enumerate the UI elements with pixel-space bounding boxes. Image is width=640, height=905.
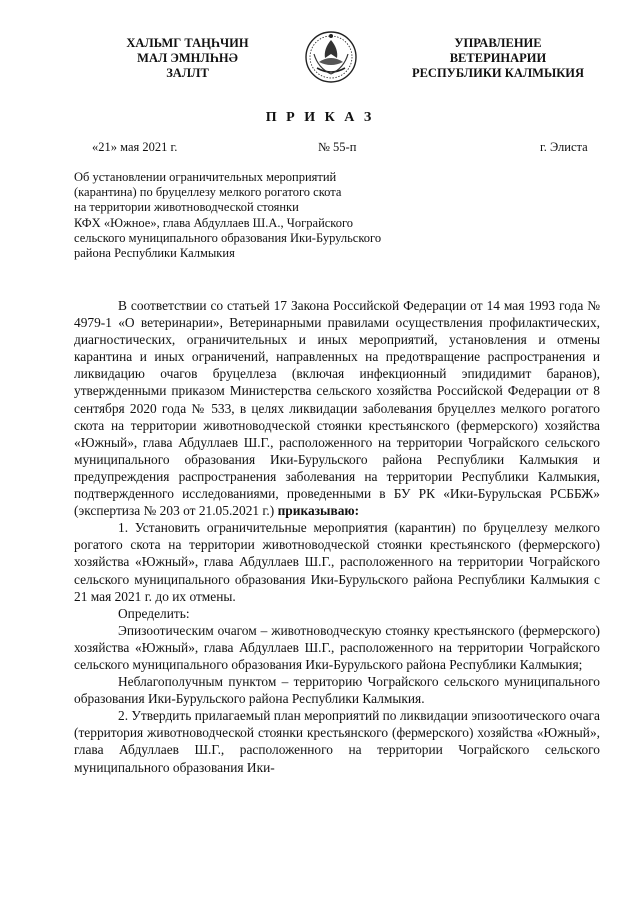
header-agency-name — [398, 36, 598, 81]
header-right-line: УПРАВЛЕНИЕ — [454, 36, 542, 50]
document-title: П Р И К А З — [265, 110, 375, 125]
focus-paragraph: Эпизоотическим очагом – животноводческую стоянку крестьянского (фермерского) хозяйства «Южный», глава Абдуллаев Ш.Г., расположенного на территории Чограйского сельского муниципального образования Ики-Бурульского района Республики Калмыкия; — [74, 622, 600, 672]
header-left-line: ХАЛЬМГ ТАҢҺЧИН — [126, 36, 249, 50]
header-left-line: МАЛ ЭМНЛҺНӘ — [137, 51, 238, 65]
header-right-line: ВЕТЕРИНАРИИ — [449, 51, 547, 65]
preamble-paragraph — [74, 297, 600, 519]
subject-line: Об установлении ограничительных мероприятий — [74, 170, 337, 184]
order-number: № 55-п — [318, 140, 357, 154]
header-kalmyk-name — [105, 36, 270, 81]
subject-line: района Республики Калмыкия — [74, 246, 235, 261]
subject-line: КФХ «Южное», глава Абдуллаев Ш.А., Чограйского — [74, 215, 354, 230]
header-right-line: РЕСПУБЛИКИ КАЛМЫКИЯ — [411, 66, 585, 80]
item-1-paragraph: 1. Установить ограничительные мероприятия (карантин) по бруцеллезу мелкого рогатого скота на территории животноводческой стоянки крестьянского (фермерского) хозяйства «Южный», глава Абдуллаев Ш.Г., расположенного на территории Чограйского сельского муниципального образования Ики-Бурульского района Республики Калмыкия с 21 мая 2021 г. до их отмены. — [74, 520, 600, 604]
subject-line: (карантина) по бруцеллезу мелкого рогатого скота — [74, 185, 342, 200]
order-subject — [74, 170, 494, 261]
subject-line: на территории животноводческой стоянки — [74, 200, 299, 215]
order-word: приказываю: — [277, 503, 360, 519]
unfavorable-paragraph: Неблагополучным пунктом – территорию Чограйского сельского муниципального образования Ики-Бурульского района Республики Калмыкия. — [74, 674, 600, 707]
preamble-text: В соответствии со статьей 17 Закона Российской Федерации от 14 мая 1993 года № 4979-1 «О ветеринарии», Ветеринарными правилами осуществления профилактических, диагностических, ограничительных и иных мероприятий, установления и отмены карантина и иных ограничений, направленных на предотвращение распространения и ликвидацию очагов бруцеллеза (включая инфекционный эпидидимит баранов), утвержденными приказом Министерства сельского хозяйства Российской Федерации от 8 сентября 2020 года № 533, в целях ликвидации заболевания бруцеллез мелкого рогатого скота на территории животноводческой стоянки крестьянского (фермерского) хозяйства «Южный», глава Абдуллаев Ш.Г., расположенного на территории Чограйского сельского муниципального образования Ики-Бурульского района Республики Калмыкия и предупреждения распространения заболевания на территории Республики Калмыкия, подтвержденного исследованиями, проведенными в БУ РК «Ики-Бурульская РСББЖ» (экспертиза № 203 от 21.05.2021 г.) — [74, 298, 600, 519]
item-2-paragraph: 2. Утвердить прилагаемый план мероприятий по ликвидации эпизоотического очага (территория животноводческой стоянки крестьянского (фермерского) хозяйства «Южный», глава Абдуллаев Ш.Г., расположенного на территории Чограйского сельского муниципального образования Ики- — [74, 708, 600, 775]
coat-of-arms-icon — [304, 28, 358, 86]
header-left-line: ЗАЛЛТ — [166, 66, 209, 80]
define-paragraph: Определить: — [118, 605, 190, 621]
order-date: «21» мая 2021 г. — [92, 140, 178, 154]
subject-line: сельского муниципального образования Ики-Бурульского — [74, 230, 382, 245]
order-city: г. Элиста — [540, 140, 588, 154]
order-body — [74, 297, 600, 776]
